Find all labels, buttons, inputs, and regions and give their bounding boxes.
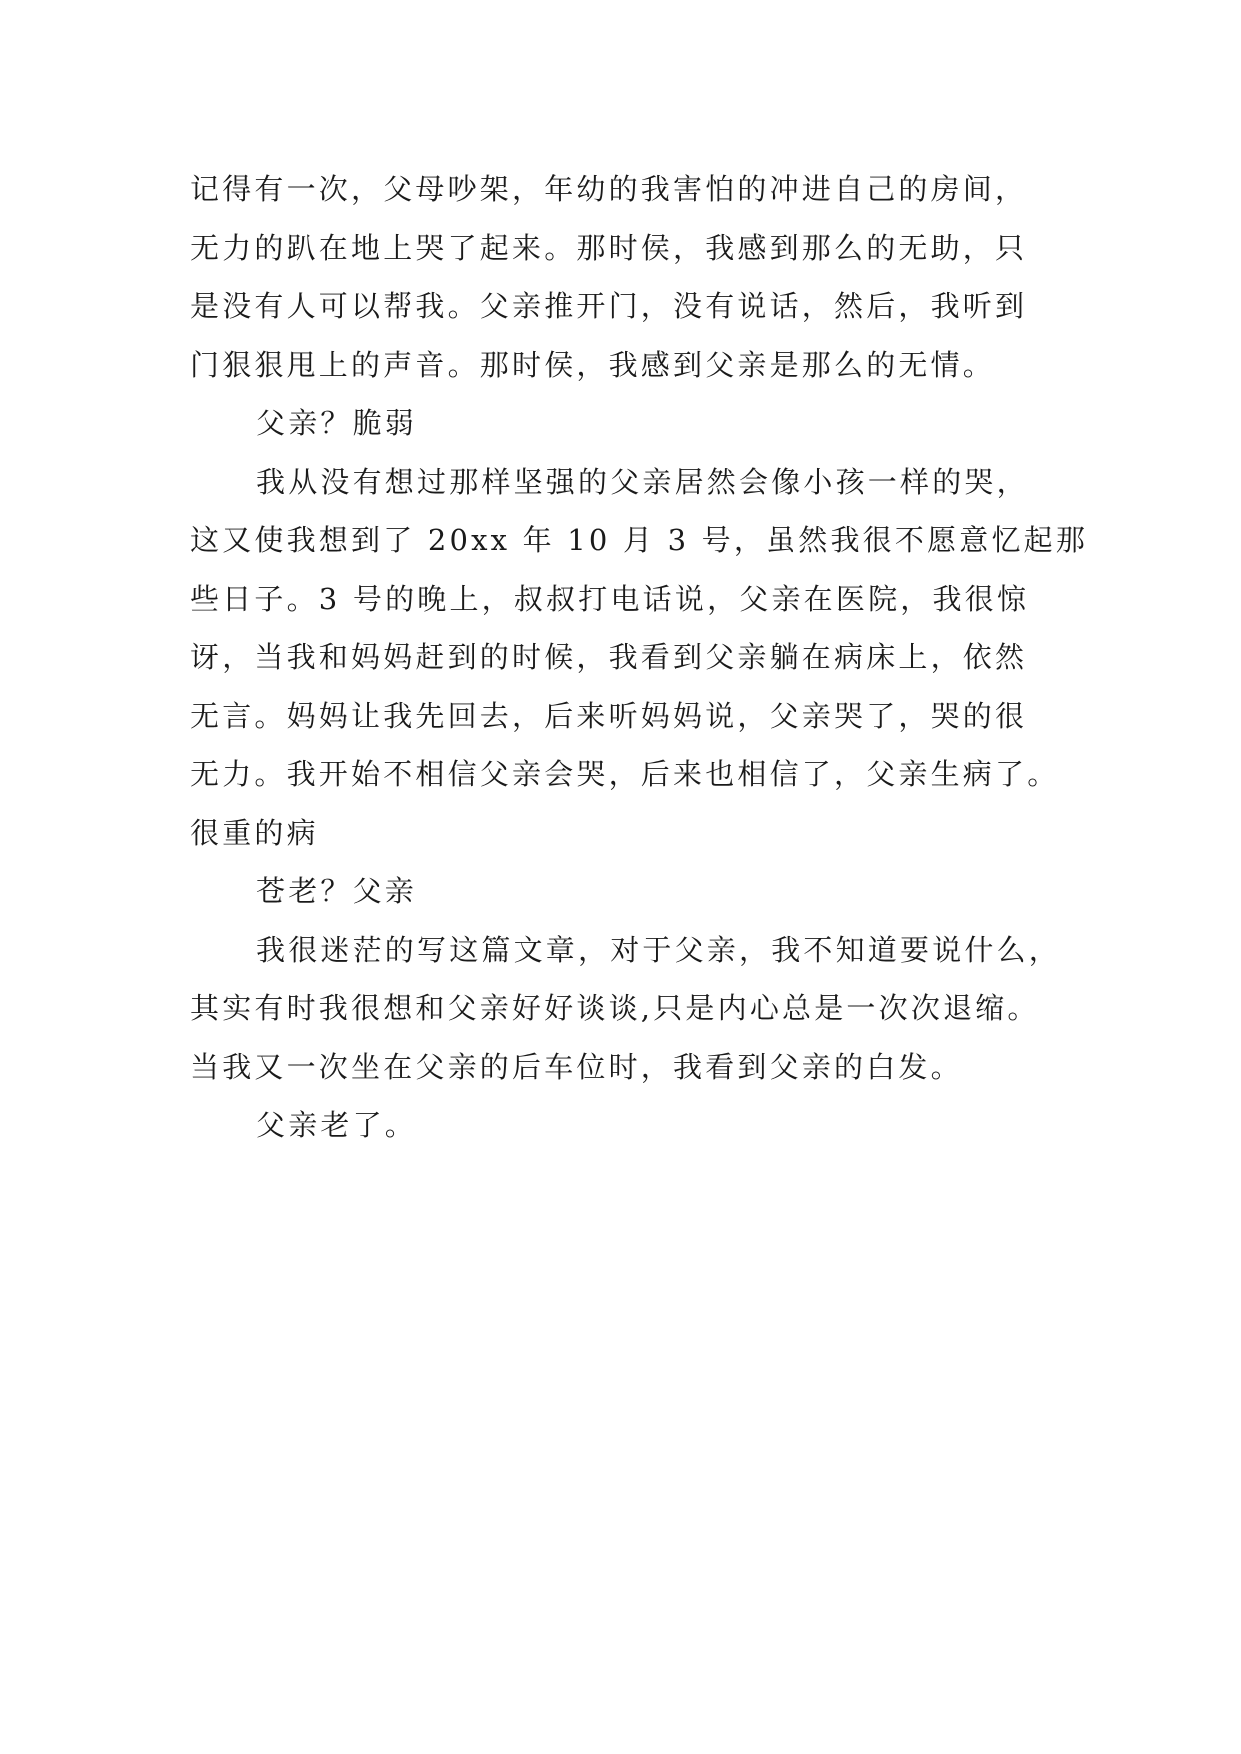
text-line: 讶，当我和妈妈赶到的时候，我看到父亲躺在病床上，依然 <box>190 640 1028 674</box>
section-heading: 苍老？父亲 <box>256 874 418 908</box>
closing-line: 父亲老了。 <box>256 1108 418 1142</box>
text-line: 我很迷茫的写这篇文章，对于父亲，我不知道要说什么， <box>256 932 1062 967</box>
text-line: 这又使我想到了 20xx 年 10 月 3 号，虽然我很不愿意忆起那 <box>190 523 1089 557</box>
text-line: 很重的病 <box>190 815 319 850</box>
text-line: 些日子。3 号的晚上，叔叔打电话说，父亲在医院，我很惊 <box>190 581 1030 616</box>
text-line: 无言。妈妈让我先回去，后来听妈妈说，父亲哭了，哭的很 <box>190 698 1028 733</box>
text-line: 我从没有想过那样坚强的父亲居然会像小孩一样的哭， <box>256 464 1029 499</box>
document-body <box>190 160 1089 1155</box>
text-line: 是没有人可以帮我。父亲推开门，没有说话，然后，我听到 <box>190 289 1028 323</box>
text-line: 当我又一次坐在父亲的后车位时，我看到父亲的白发。 <box>190 1049 963 1084</box>
text-line: 无力。我开始不相信父亲会哭，后来也相信了，父亲生病了。 <box>190 757 1060 791</box>
section-heading: 父亲？脆弱 <box>256 406 418 440</box>
text-line: 门狠狠甩上的声音。那时侯，我感到父亲是那么的无情。 <box>190 347 996 382</box>
text-line: 其实有时我很想和父亲好好谈谈,只是内心总是一次次退缩。 <box>190 991 1040 1025</box>
text-line: 记得有一次，父母吵架，年幼的我害怕的冲进自己的房间， <box>190 172 1028 206</box>
text-line: 无力的趴在地上哭了起来。那时侯，我感到那么的无助，只 <box>190 230 1028 265</box>
